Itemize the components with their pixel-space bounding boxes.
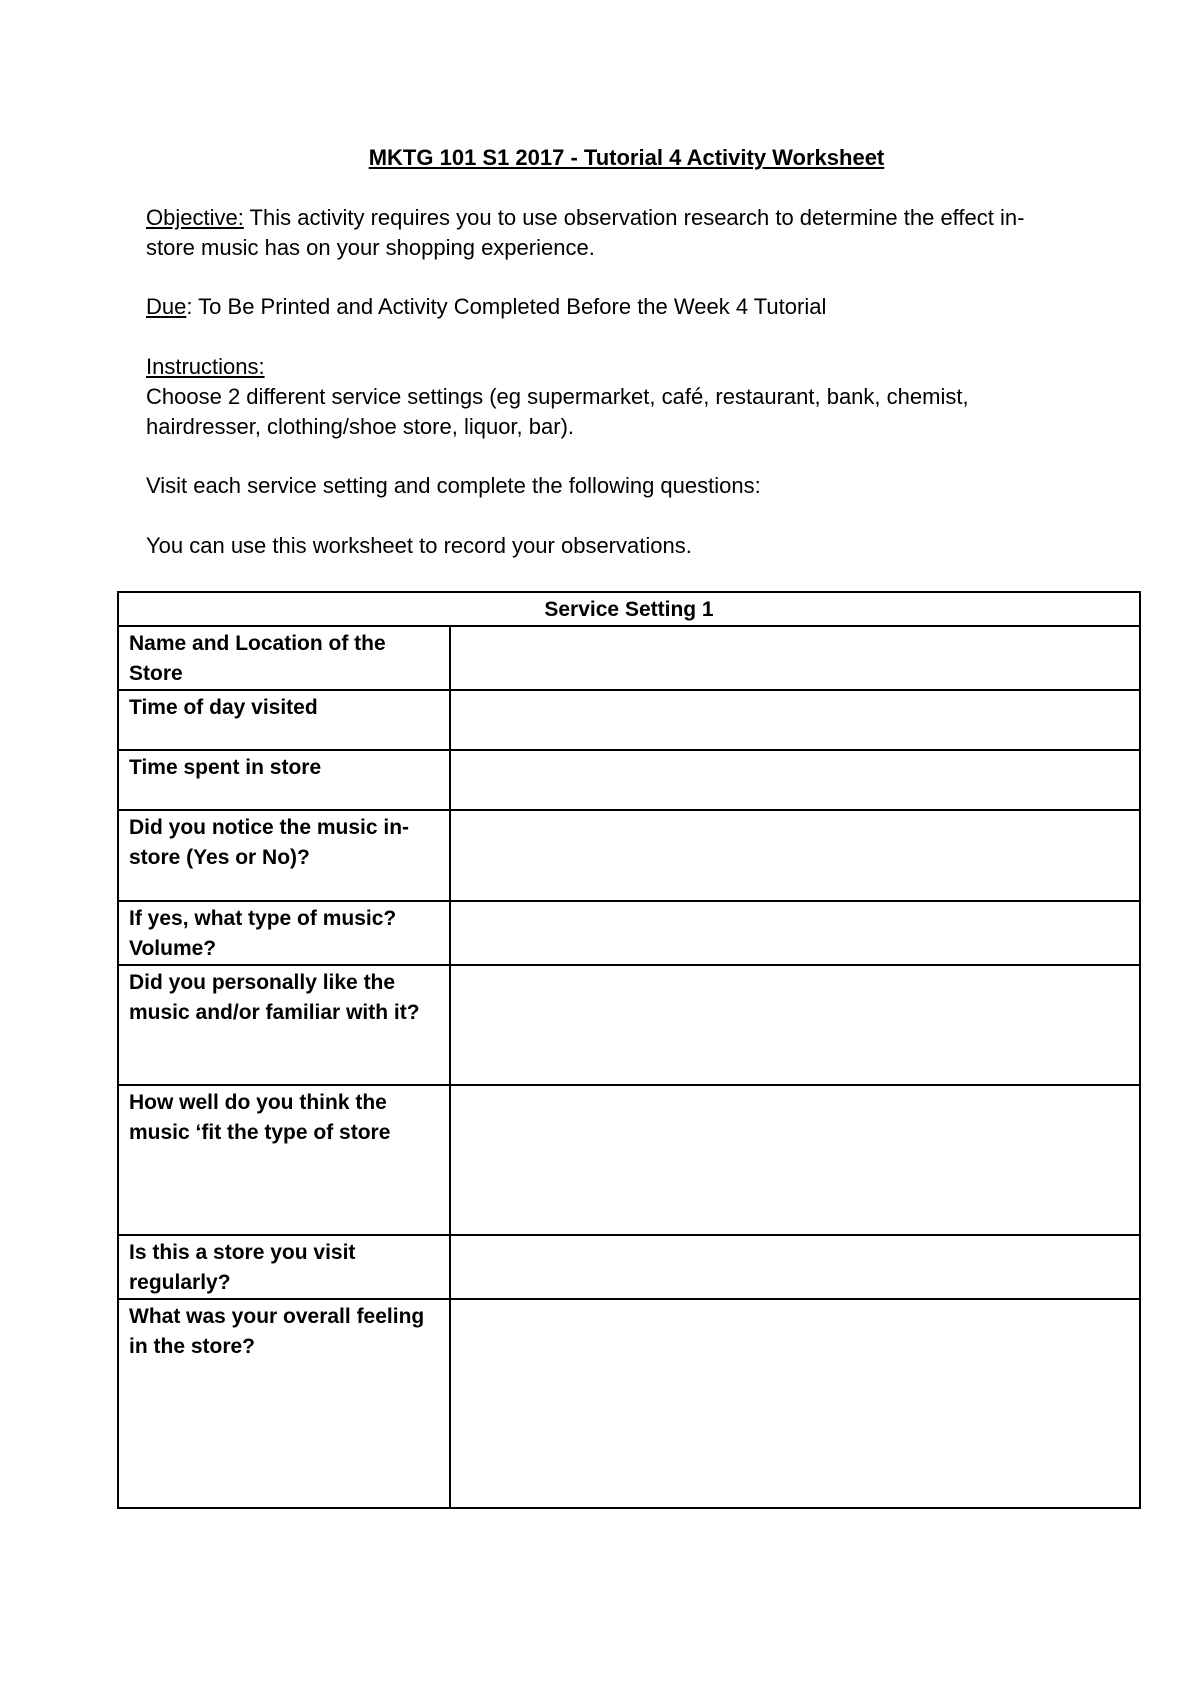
visit-instruction: Visit each service setting and complete the following questions: <box>146 473 761 498</box>
table-row <box>118 750 1140 810</box>
answer-cell[interactable] <box>450 1085 1140 1235</box>
answer-cell[interactable] <box>450 1299 1140 1508</box>
service-setting-table <box>117 591 1141 1509</box>
answer-cell[interactable] <box>450 810 1140 901</box>
instructions-text: Choose 2 different service settings (eg supermarket, café, restaurant, bank, chemist, hairdresser, clothing/shoe store, liquor, bar). <box>146 384 969 439</box>
record-instruction: You can use this worksheet to record your observations. <box>146 533 692 558</box>
objective-label: Objective: <box>146 205 244 230</box>
instructions-paragraph <box>146 352 1066 442</box>
question-cell: Time of day visited <box>118 690 450 750</box>
table-header-row <box>118 592 1140 626</box>
question-cell: Did you notice the music in-store (Yes or No)? <box>118 810 450 901</box>
answer-cell[interactable] <box>450 1235 1140 1299</box>
table-row <box>118 626 1140 690</box>
table-row <box>118 810 1140 901</box>
answer-cell[interactable] <box>450 901 1140 965</box>
answer-cell[interactable] <box>450 690 1140 750</box>
due-paragraph <box>146 292 1066 322</box>
answer-cell[interactable] <box>450 965 1140 1085</box>
objective-paragraph <box>146 203 1066 263</box>
table-row <box>118 1235 1140 1299</box>
question-cell: Did you personally like the music and/or familiar with it? <box>118 965 450 1085</box>
worksheet-title: MKTG 101 S1 2017 - Tutorial 4 Activity Worksheet <box>368 145 885 170</box>
question-cell: How well do you think the music ‘fit the type of store <box>118 1085 450 1235</box>
objective-text: This activity requires you to use observation research to determine the effect in-store music has on your shopping experience. <box>146 205 1025 260</box>
question-cell: What was your overall feeling in the store? <box>118 1299 450 1508</box>
answer-cell[interactable] <box>450 750 1140 810</box>
instructions-label: Instructions: <box>146 354 265 379</box>
question-cell: Name and Location of the Store <box>118 626 450 690</box>
due-text: : To Be Printed and Activity Completed Before the Week 4 Tutorial <box>186 294 827 319</box>
question-cell: If yes, what type of music? Volume? <box>118 901 450 965</box>
table-row <box>118 901 1140 965</box>
table-row <box>118 1299 1140 1508</box>
answer-cell[interactable] <box>450 626 1140 690</box>
table-row <box>118 1085 1140 1235</box>
question-cell: Is this a store you visit regularly? <box>118 1235 450 1299</box>
table-header: Service Setting 1 <box>118 592 1140 626</box>
question-cell: Time spent in store <box>118 750 450 810</box>
table-row <box>118 965 1140 1085</box>
table-row <box>118 690 1140 750</box>
due-label: Due <box>146 294 187 319</box>
